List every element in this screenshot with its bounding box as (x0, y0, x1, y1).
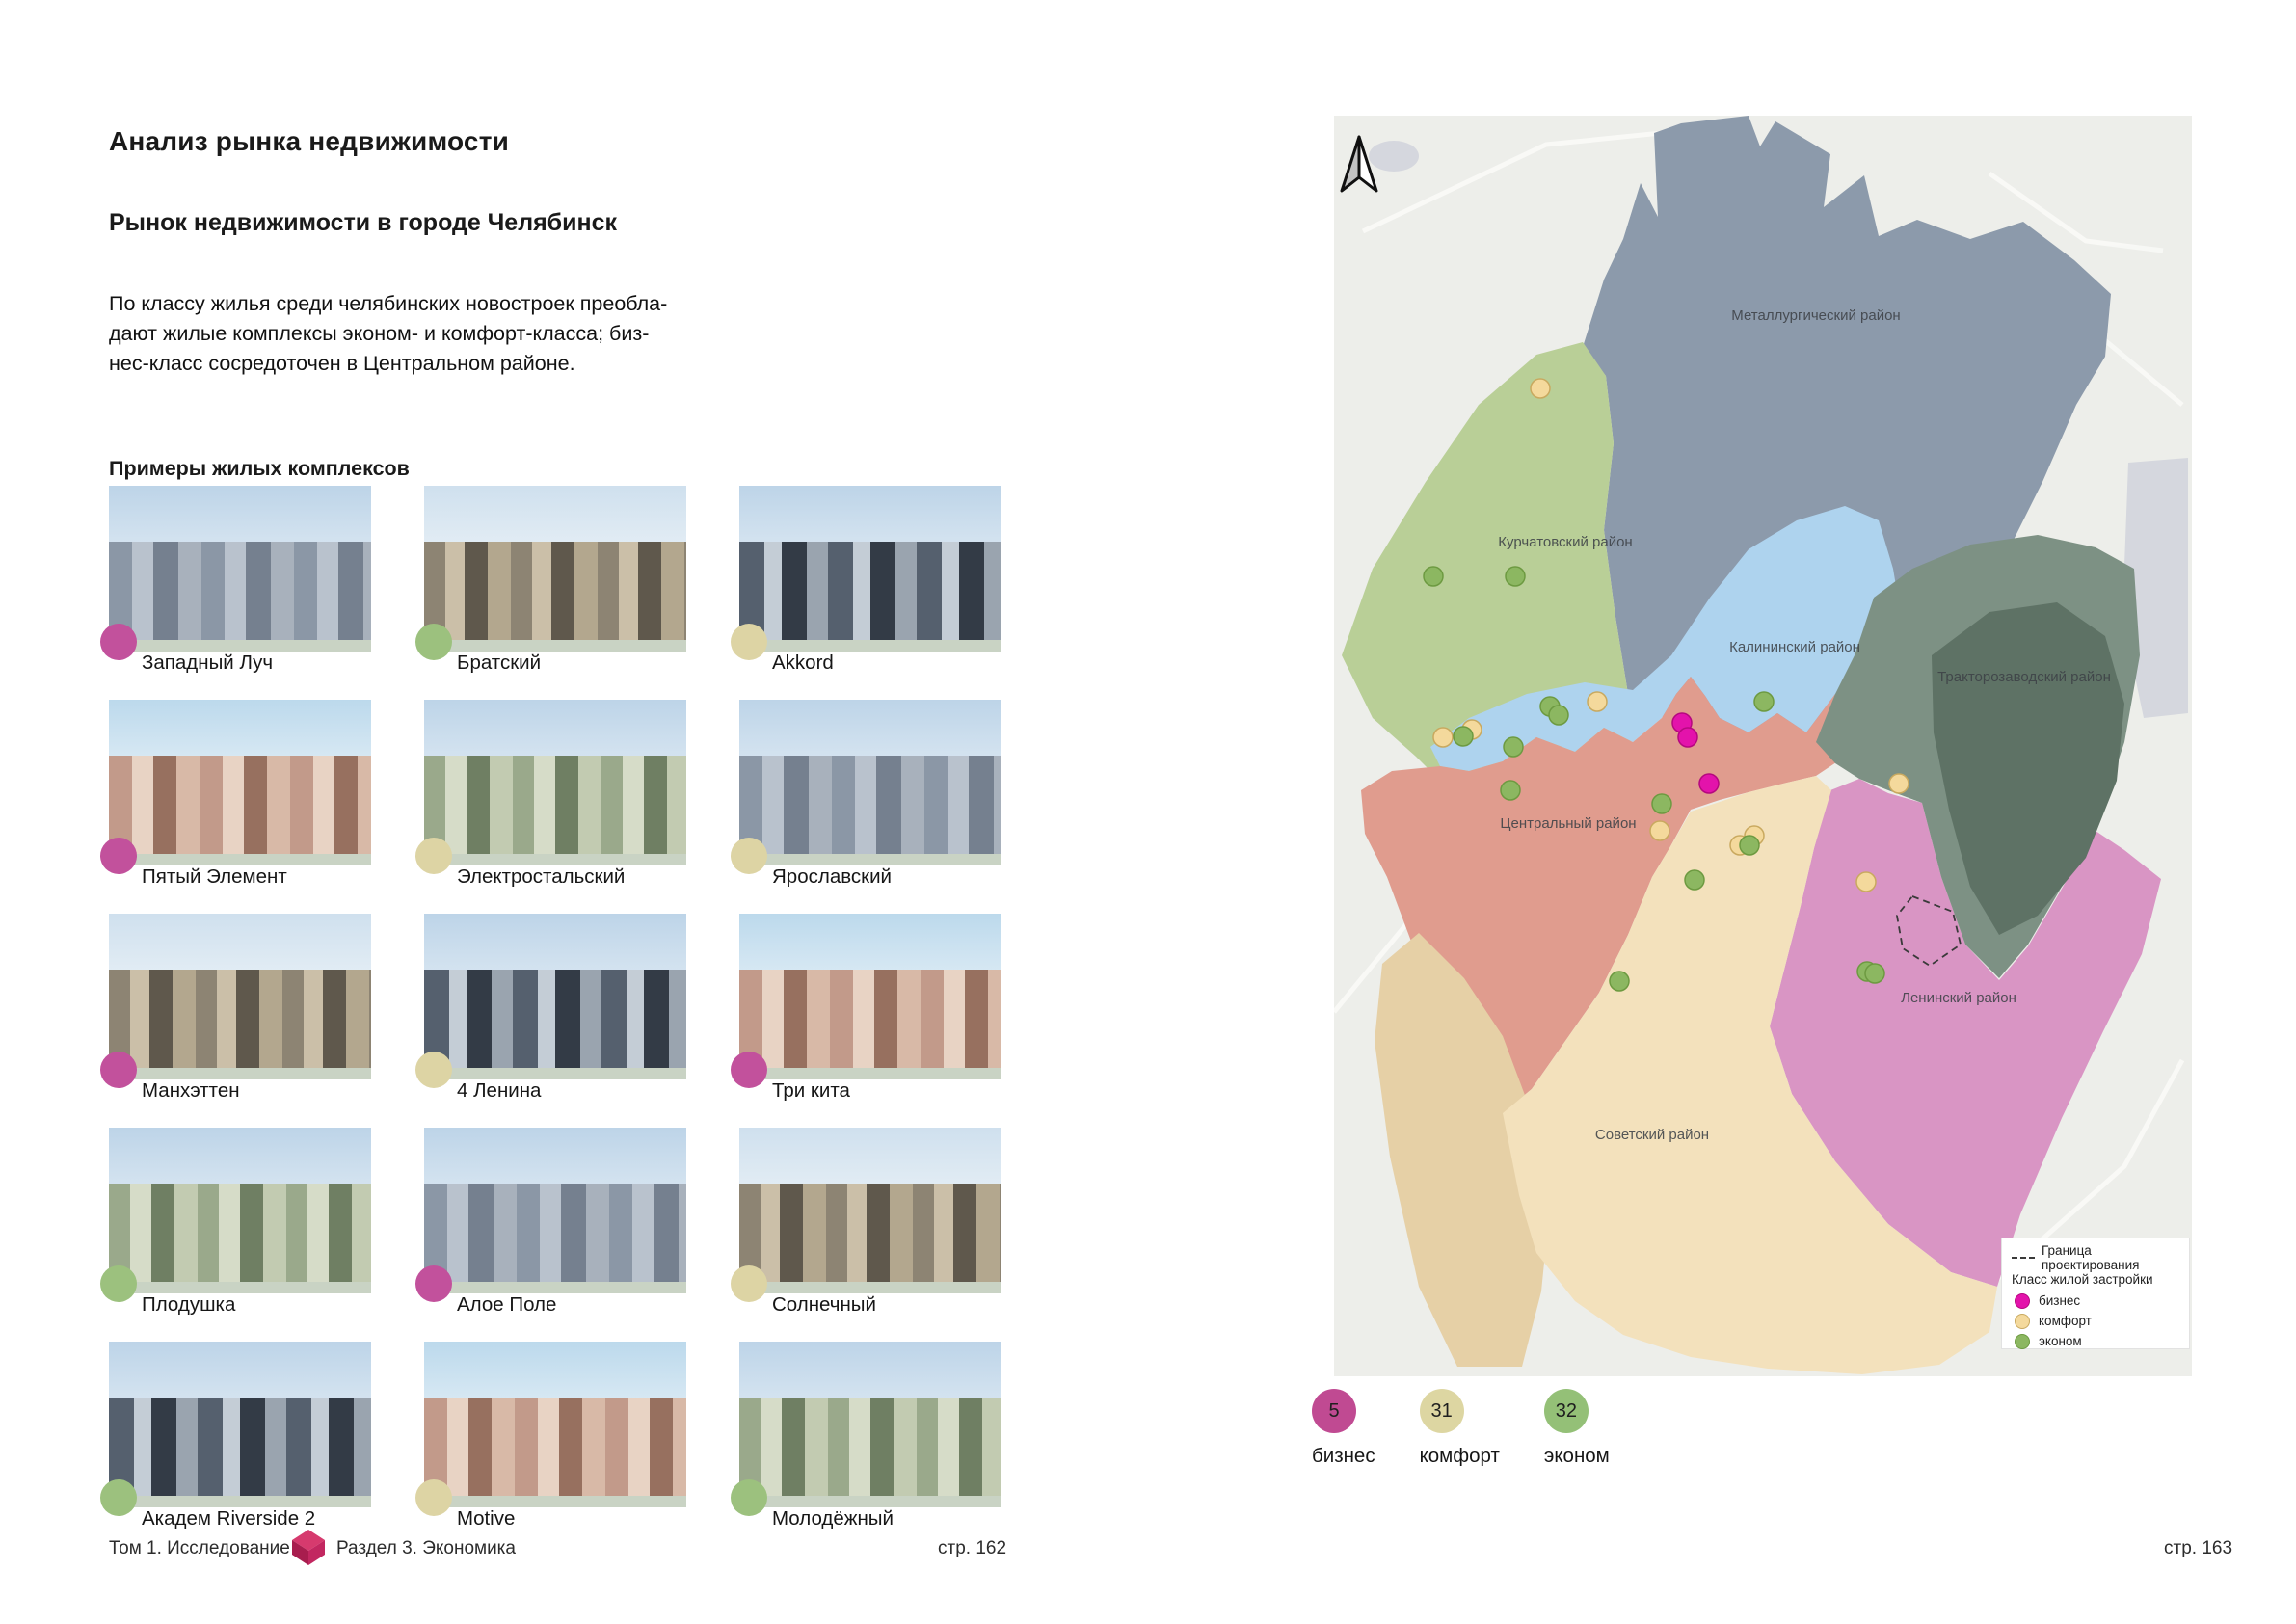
class-dot-economy (100, 1265, 137, 1302)
class-dot-business (415, 1265, 452, 1302)
legend-row-comfort (2012, 1311, 2179, 1331)
legend-boundary-label: Граница проектирования (2042, 1242, 2140, 1272)
publisher-logo-icon (288, 1527, 329, 1573)
complex-photo (424, 914, 686, 1079)
complex-card (739, 914, 1001, 1135)
class-dot-business (100, 624, 137, 660)
stat-label: бизнес (1312, 1445, 1375, 1467)
map-dot-comfort (1650, 821, 1669, 840)
class-dot-comfort (731, 838, 767, 874)
footer-volume: Том 1. Исследование (109, 1538, 290, 1558)
complex-name: Манхэттен (142, 1079, 240, 1102)
class-dot-comfort (415, 1479, 452, 1516)
complex-name: Алое Поле (457, 1293, 557, 1316)
complex-card (109, 1342, 371, 1563)
district-label: Центральный район (1500, 815, 1637, 832)
class-dot-economy (415, 624, 452, 660)
complex-name: Akkord (772, 652, 834, 674)
page-subtitle: Рынок недвижимости в городе Челябинск (109, 208, 617, 236)
complex-card (424, 1128, 686, 1349)
legend-label: комфорт (2039, 1314, 2092, 1328)
map-dot-economy (1865, 964, 1884, 983)
map-dot-business (1678, 728, 1697, 747)
complex-photo (109, 914, 371, 1079)
complex-photo (739, 486, 1001, 652)
map-dot-comfort (1531, 379, 1550, 398)
complex-name: Солнечный (772, 1293, 876, 1316)
class-count-stats (1312, 1389, 1610, 1468)
complex-card (424, 486, 686, 707)
stat-economy (1544, 1389, 1610, 1468)
legend-row-business (2012, 1291, 2179, 1311)
legend-row-economy (2012, 1331, 2179, 1351)
complex-card (739, 1342, 1001, 1563)
complex-card (739, 486, 1001, 707)
complex-photo (739, 914, 1001, 1079)
examples-heading: Примеры жилых комплексов (109, 456, 410, 480)
map-dot-economy (1501, 781, 1520, 800)
map-dot-economy (1652, 794, 1671, 813)
district-label: Советский район (1594, 1127, 1710, 1143)
class-dot-comfort (415, 1052, 452, 1088)
complex-photo (424, 1342, 686, 1507)
complex-photo (424, 1128, 686, 1293)
complex-card (424, 914, 686, 1135)
complex-name: Электростальский (457, 865, 626, 888)
map-dot-economy (1504, 737, 1523, 757)
map-dot-economy (1454, 727, 1473, 746)
intro-paragraph: По классу жилья среди челябинских новостроек преобла- дают жилые комплексы эконом- и комфорт-класса; биз- нес-класс сосредоточен в Центральном районе. (109, 292, 668, 375)
map-dot-economy (1549, 706, 1568, 725)
complex-card (109, 914, 371, 1135)
complex-card (739, 1128, 1001, 1349)
footer-page-number-right: стр. 163 (2164, 1538, 2233, 1558)
complex-name: 4 Ленина (457, 1079, 542, 1102)
complex-card (739, 700, 1001, 921)
class-dot-comfort (731, 624, 767, 660)
stat-comfort (1420, 1389, 1500, 1468)
stat-business (1312, 1389, 1375, 1468)
city-districts-map (1334, 116, 2192, 1376)
legend-dot-economy (2015, 1334, 2030, 1349)
complex-name: Молодёжный (772, 1507, 894, 1530)
legend-boundary-row (2012, 1242, 2179, 1272)
class-dot-economy (731, 1479, 767, 1516)
map-dot-comfort (1433, 728, 1453, 747)
district-label: Металлургический район (1731, 307, 1901, 324)
footer-section: Раздел 3. Экономика (336, 1538, 516, 1558)
map-dot-comfort (1889, 774, 1909, 793)
class-dot-business (100, 838, 137, 874)
complex-photo (109, 700, 371, 865)
complex-card (424, 1342, 686, 1563)
dashed-line-icon (2012, 1257, 2035, 1259)
district-label: Курчатовский район (1498, 534, 1633, 550)
complex-name: Motive (457, 1507, 516, 1530)
map-dot-comfort (1588, 692, 1607, 711)
class-dot-comfort (731, 1265, 767, 1302)
legend-dot-business (2015, 1293, 2030, 1309)
class-dot-business (731, 1052, 767, 1088)
map-legend (2001, 1238, 2190, 1349)
stat-label: эконом (1543, 1445, 1610, 1467)
complex-name: Плодушка (142, 1293, 236, 1316)
footer-page-number-left: стр. 162 (938, 1538, 1007, 1558)
map-dot-economy (1506, 567, 1525, 586)
map-dot-economy (1685, 870, 1704, 890)
map-dot-economy (1424, 567, 1443, 586)
complex-card (109, 486, 371, 707)
map-dot-economy (1754, 692, 1774, 711)
complex-card (424, 700, 686, 921)
class-dot-economy (100, 1479, 137, 1516)
complex-name: Братский (457, 652, 542, 674)
complex-photo (109, 1342, 371, 1507)
map-dot-business (1699, 774, 1719, 793)
complex-name: Западный Луч (142, 652, 274, 674)
complex-photo (424, 700, 686, 865)
legend-classes (2012, 1291, 2179, 1351)
stat-label: комфорт (1419, 1445, 1500, 1467)
complex-photo (109, 486, 371, 652)
complex-card (109, 1128, 371, 1349)
complex-name: Академ Riverside 2 (142, 1507, 316, 1530)
complex-card (109, 700, 371, 921)
complex-photo (739, 700, 1001, 865)
legend-label: бизнес (2039, 1293, 2081, 1308)
legend-class-heading: Класс жилой застройки (2012, 1272, 2153, 1287)
stat-count: 5 (1312, 1389, 1356, 1433)
map-dot-economy (1740, 836, 1759, 855)
page-title: Анализ рынка недвижимости (109, 125, 510, 156)
complex-photo (424, 486, 686, 652)
complex-name: Пятый Элемент (142, 865, 287, 888)
district-label: Тракторозаводский район (1937, 669, 2111, 685)
class-dot-business (100, 1052, 137, 1088)
complex-name: Ярославский (772, 865, 893, 888)
complex-photo (109, 1128, 371, 1293)
stat-count: 31 (1420, 1389, 1464, 1433)
map-dot-comfort (1856, 872, 1876, 892)
class-dot-comfort (415, 838, 452, 874)
complex-name: Три кита (772, 1079, 850, 1102)
complex-photo (739, 1128, 1001, 1293)
district-label: Калининский район (1729, 639, 1860, 655)
district-label: Ленинский район (1901, 990, 2016, 1006)
legend-dot-comfort (2015, 1314, 2030, 1329)
map-dot-economy (1610, 972, 1629, 991)
legend-label: эконом (2039, 1334, 2082, 1348)
complex-photo (739, 1342, 1001, 1507)
stat-count: 32 (1544, 1389, 1589, 1433)
